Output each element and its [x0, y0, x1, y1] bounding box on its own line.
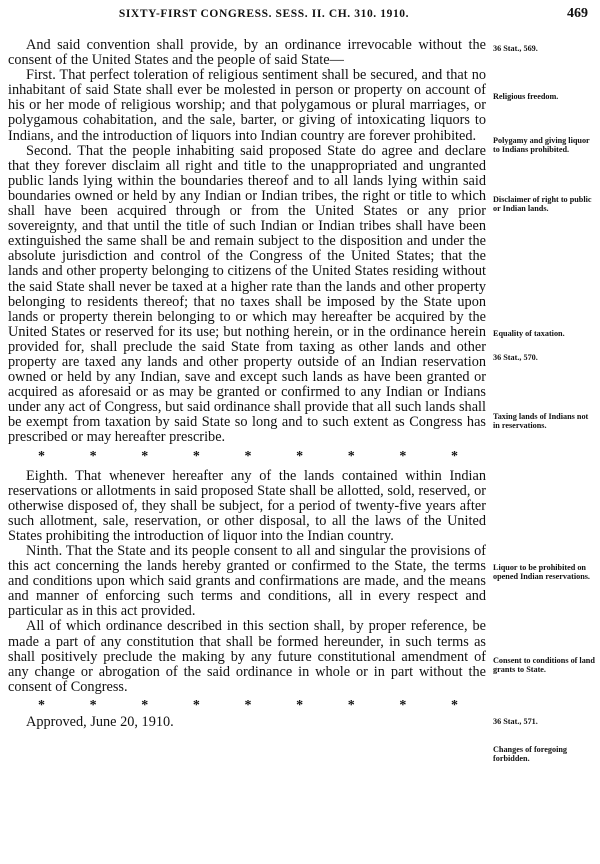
paragraph-second: Second. That the people inhabiting said proposed State do agree and declare that they forever disclaim all right and title to the unappropriated and ungranted public lands lying within the boundaries thereof and to all lands lying within said boundaries owned or held by any Indian or Indian tribes, the right or title to which shall have been acquired through or from the United States or any prior sovereignty, and that until the title of such Indian or Indian tribes shall have been extinguished the same shall be and remain subject to the disposition and under the absolute jurisdiction and control of the Congress of the United States; that the lands and other property belonging to citizens of the United States residing without the said State shall never be taxed at a higher rate than the lands and other property belonging to residents thereof; that no taxes shall be imposed by the State upon lands or property therein belonging to or which may hereafter be acquired by the United States or reserved for its use; but nothing herein, or in the ordinance herein provided for, shall preclude the said State from taxing as other lands and other property are taxed any lands and other property outside of an Indian reservation owned or held by any Indian, save and except such lands as have been granted or acquired as aforesaid or as may be granted or confirmed to any Indian or Indians under any act of Congress, but said ordinance shall provide that all such lands shall be exempt from taxation by said State so long and to such extent as Congress has prescribed or may hereafter prescribe. [8, 142, 486, 446]
star: * [451, 448, 458, 464]
star: * [399, 448, 407, 464]
paragraph-eighth: Eighth. That whenever hereafter any of the lands contained within Indian reservations or allotments in said proposed State shall be allotted, sold, reserved, or otherwise disposed of, they shall be subject, for a period of twenty-five years after such allotment, sale, reservation, or other disposal, to all the laws of the United States prohibiting the introduction of liquor into the Indian country. [8, 467, 486, 544]
margin-note-changes-forbidden: Changes of foregoing forbidden. [493, 745, 567, 763]
star: * [347, 448, 355, 464]
star: * [399, 697, 407, 713]
star: * [347, 697, 355, 713]
star: * [38, 448, 45, 464]
star: * [296, 697, 304, 713]
star: * [38, 697, 45, 713]
running-head: SIXTY-FIRST CONGRESS. SESS. II. CH. 310. 1910. [118, 8, 410, 20]
margin-note-consent: Consent to conditions of land grants to State. [493, 656, 595, 674]
margin-note-polygamy: Polygamy and giving liquor to Indians prohibited. [493, 136, 590, 154]
page-header [28, 8, 588, 26]
margin-note-religious-freedom: Religious freedom. [493, 92, 559, 101]
star: * [192, 448, 200, 464]
margin-note-citation: 36 Stat., 571. [493, 717, 538, 726]
paragraph-ninth: Ninth. That the State and its people consent to all and singular the provisions of this act concerning the lands hereby granted or confirmed to the State, the terms and conditions upon which said grants and confirmations are made, and the means and manner of enforcing such terms and conditions, all in every respect and particular as in this act provided. [8, 543, 486, 620]
star: * [296, 448, 304, 464]
approval-date: Approved, June 20, 1910. [26, 713, 174, 730]
paragraph-all-of-which: All of which ordinance described in this section shall, by proper reference, be made a part of any constitution that shall be formed hereunder, in such terms as shall positively preclude the making by any future constitutional amendment of any change or abrogation of the said ordinance in whole or in part without the consent of Congress. [8, 618, 486, 695]
margin-note-citation: 36 Stat., 570. [493, 353, 538, 362]
star: * [141, 448, 149, 464]
paragraph-intro: And said convention shall provide, by an ordinance irrevocable without the consent of the United States and the people of said State— [8, 37, 486, 69]
omission-stars [8, 698, 486, 713]
star: * [451, 697, 458, 713]
star: * [141, 697, 149, 713]
margin-note-equality-of-taxation: Equality of taxation. [493, 329, 565, 338]
star: * [89, 697, 97, 713]
margin-note-disclaimer: Disclaimer of right to public or Indian lands. [493, 195, 592, 213]
omission-stars [8, 449, 486, 464]
paragraph-first: First. That perfect toleration of religious sentiment shall be secured, and that no inhabitant of said State shall ever be molested in person or property on account of his or her mode of religious worship; and that polygamous or plural marriages, or polygamous cohabitation, and the sale, barter, or giving of intoxicating liquors to Indians, and the introduction of liquors into Indian country are forever prohibited. [8, 67, 486, 144]
margin-note-citation: 36 Stat., 569. [493, 44, 538, 53]
page-number: 469 [567, 6, 588, 21]
star: * [192, 697, 200, 713]
star: * [244, 448, 252, 464]
star: * [244, 697, 252, 713]
statute-text [8, 38, 486, 730]
star: * [89, 448, 97, 464]
margin-note-taxing-lands: Taxing lands of Indians not in reservations. [493, 412, 589, 430]
margin-note-liquor-prohibited: Liquor to be prohibited on opened Indian reservations. [493, 563, 590, 581]
